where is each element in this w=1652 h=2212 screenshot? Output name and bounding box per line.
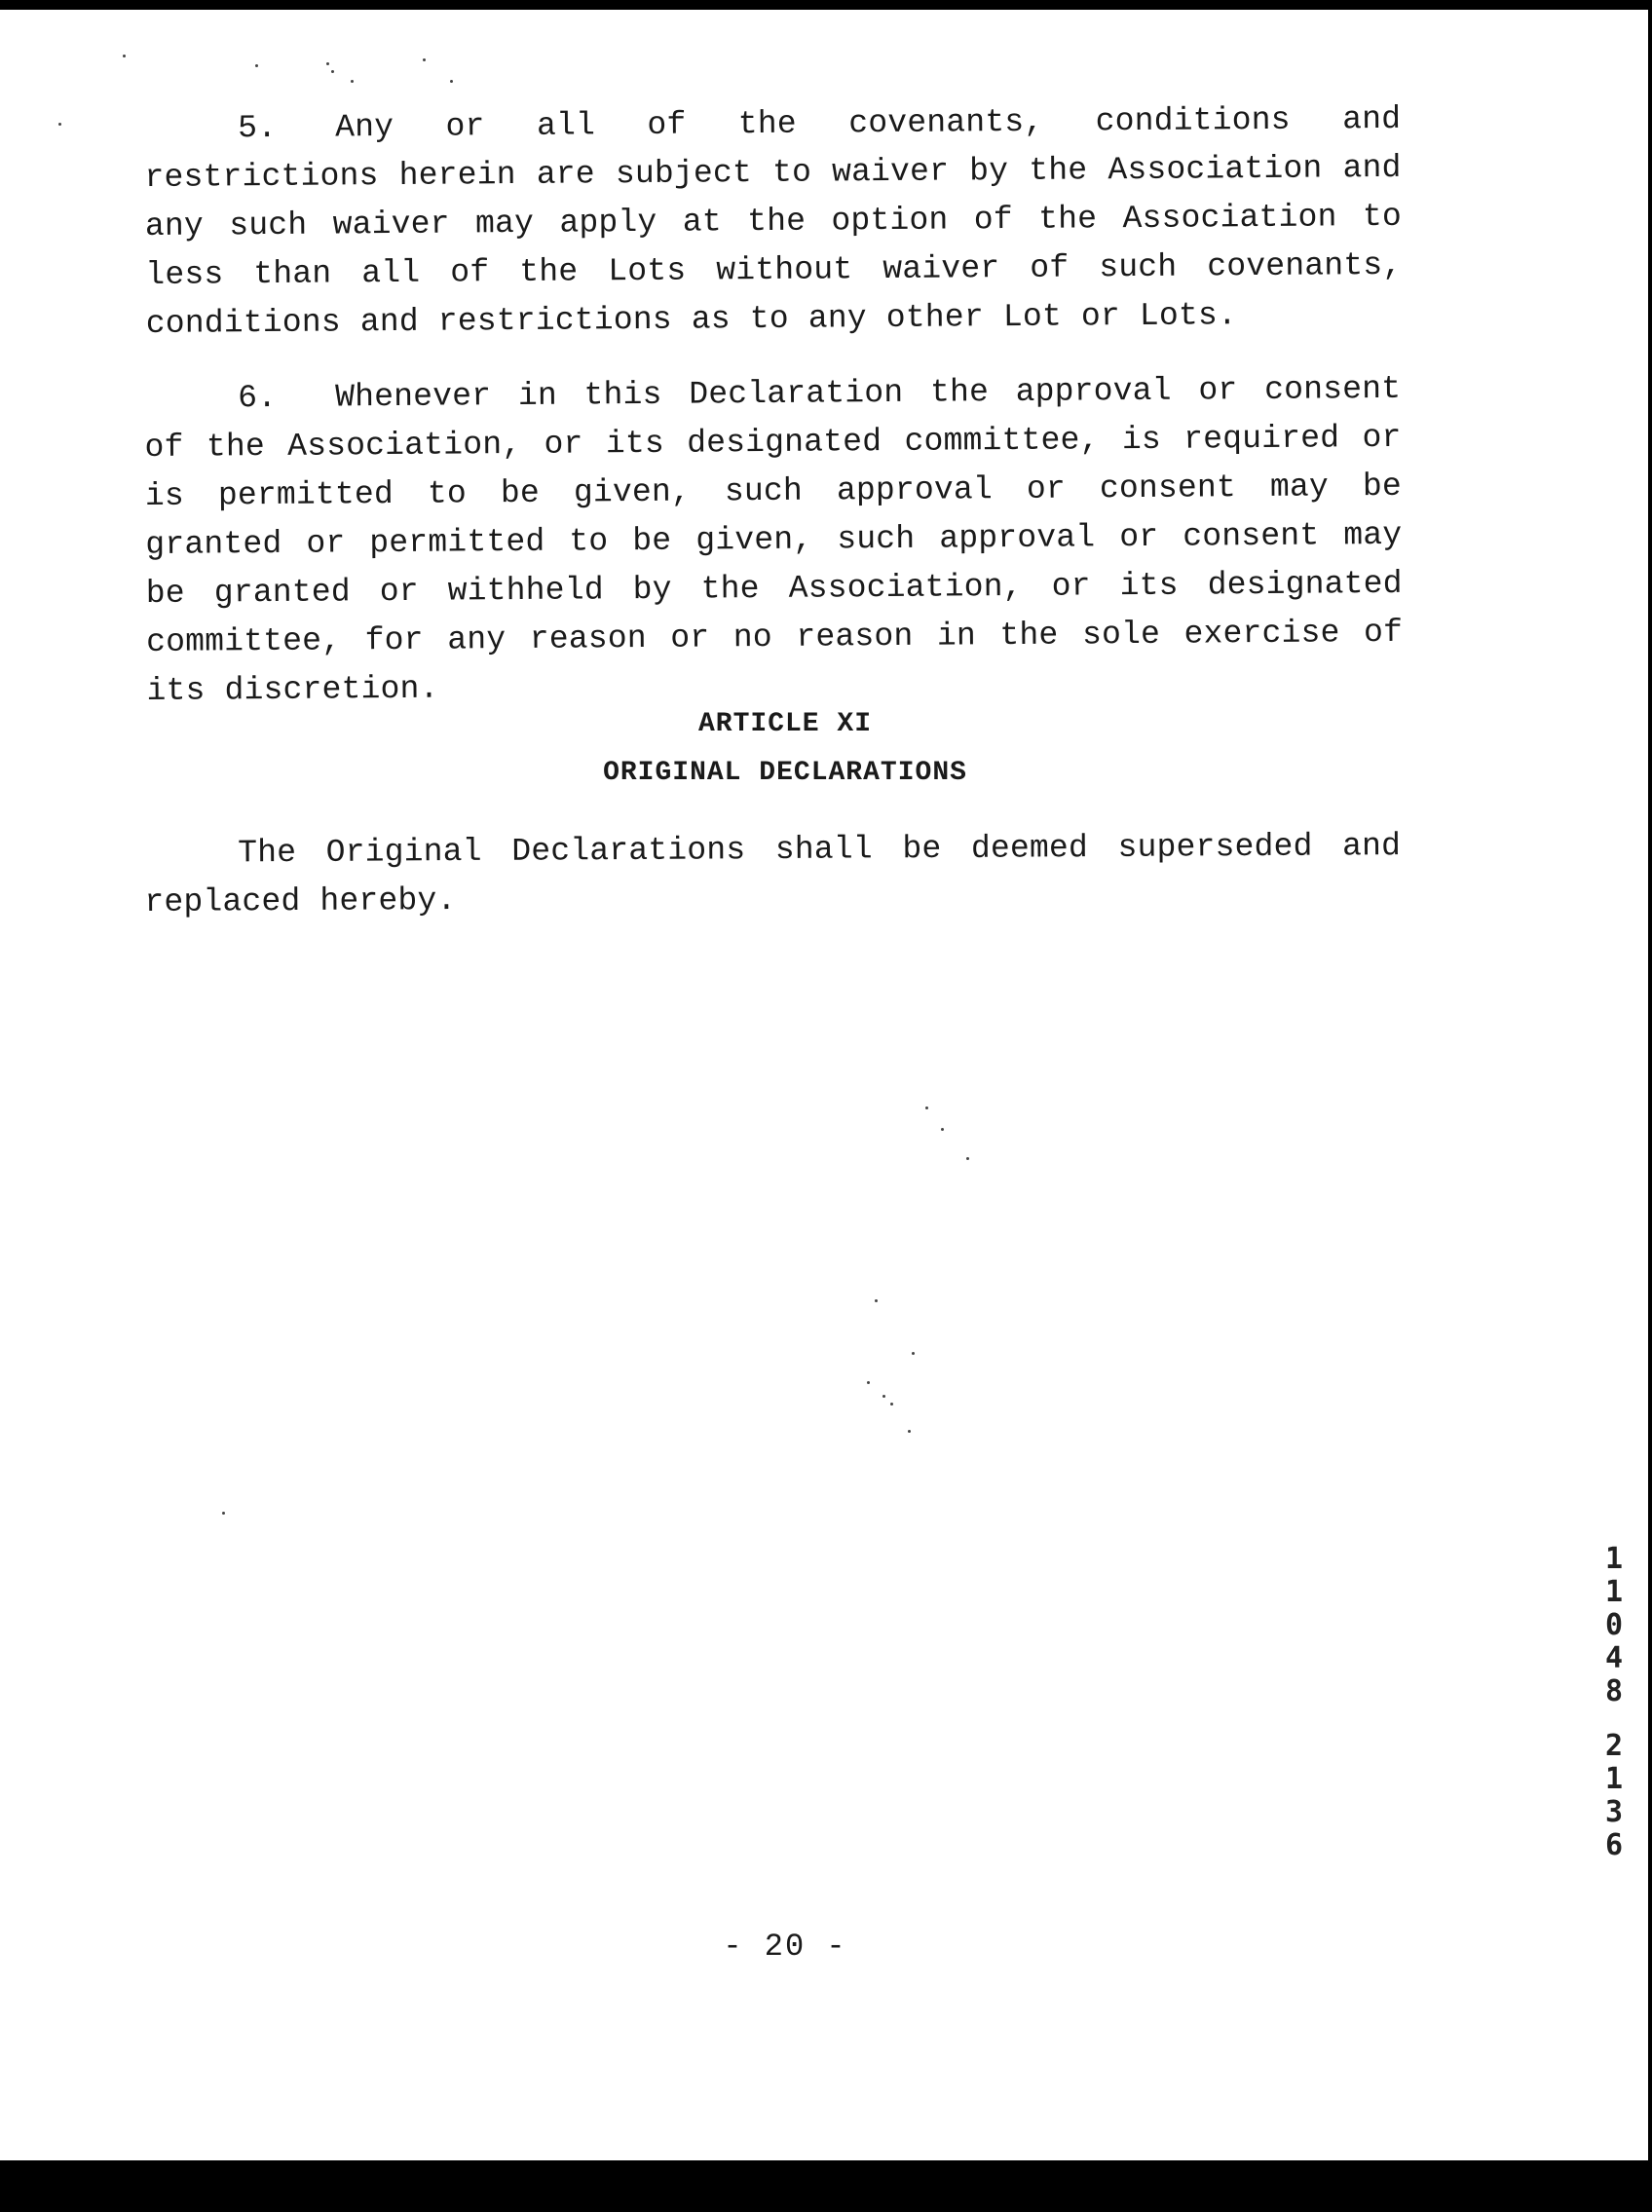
paragraph-6	[144, 365, 1404, 716]
document-stamp	[1597, 1543, 1631, 1862]
paragraph-5	[144, 95, 1403, 349]
stamp-digit: 0	[1604, 1608, 1624, 1642]
scan-speck	[255, 64, 258, 67]
article-number: ARTICLE XI	[697, 709, 873, 739]
page-number: - 20 -	[723, 1929, 847, 1965]
scan-speck	[890, 1403, 893, 1406]
scan-speck	[912, 1352, 915, 1355]
paragraph-number: 5.	[238, 109, 278, 147]
stamp-gap	[1597, 1708, 1631, 1730]
stamp-digit: 4	[1604, 1641, 1624, 1675]
stamp-digit: 1	[1604, 1542, 1624, 1576]
scan-speck	[351, 80, 354, 83]
scan-speck	[326, 62, 329, 65]
scan-speck	[867, 1381, 870, 1384]
scan-speck	[875, 1299, 878, 1302]
scan-top-border	[0, 0, 1652, 10]
scan-speck	[908, 1430, 911, 1433]
scan-speck	[423, 58, 426, 61]
scan-speck	[450, 80, 453, 83]
paragraph-text: Any or all of the covenants, conditions and restrictions herein are subject to waiver by the Association and any such waiver may apply at the option of the Association to less than all of the Lots without waiver of such covenants, conditions and restrictions as to any other Lot or Lots.	[144, 100, 1403, 342]
scan-speck	[966, 1157, 969, 1160]
scan-speck	[941, 1128, 944, 1131]
scan-speck	[58, 123, 61, 126]
article-text: The Original Declarations shall be deemed superseded and replaced hereby.	[144, 828, 1402, 920]
stamp-digit: 1	[1604, 1762, 1624, 1796]
scan-bottom-border	[0, 2160, 1652, 2212]
scan-speck	[925, 1106, 928, 1109]
paragraph-number: 6.	[238, 379, 278, 417]
stamp-digit: 8	[1604, 1674, 1624, 1708]
stamp-digit: 2	[1604, 1729, 1624, 1763]
paragraph-text: Whenever in this Declaration the approval or consent of the Association, or its designated committee, is required or is permitted to be given, such approval or consent may be granted or permitted to be given, such approval or consent may be granted or withheld by the Association, or its designated committee, for any reason or no reason in the sole exercise of its discretion.	[144, 370, 1404, 709]
stamp-digit: 6	[1604, 1828, 1624, 1862]
article-title: ORIGINAL DECLARATIONS	[603, 758, 967, 788]
scan-speck	[331, 70, 334, 73]
scan-speck	[222, 1512, 225, 1515]
stamp-digit: 1	[1604, 1575, 1624, 1609]
scan-speck	[123, 55, 126, 57]
scan-right-border	[1648, 0, 1652, 2212]
stamp-digit: 3	[1604, 1795, 1624, 1829]
scan-speck	[882, 1395, 885, 1398]
